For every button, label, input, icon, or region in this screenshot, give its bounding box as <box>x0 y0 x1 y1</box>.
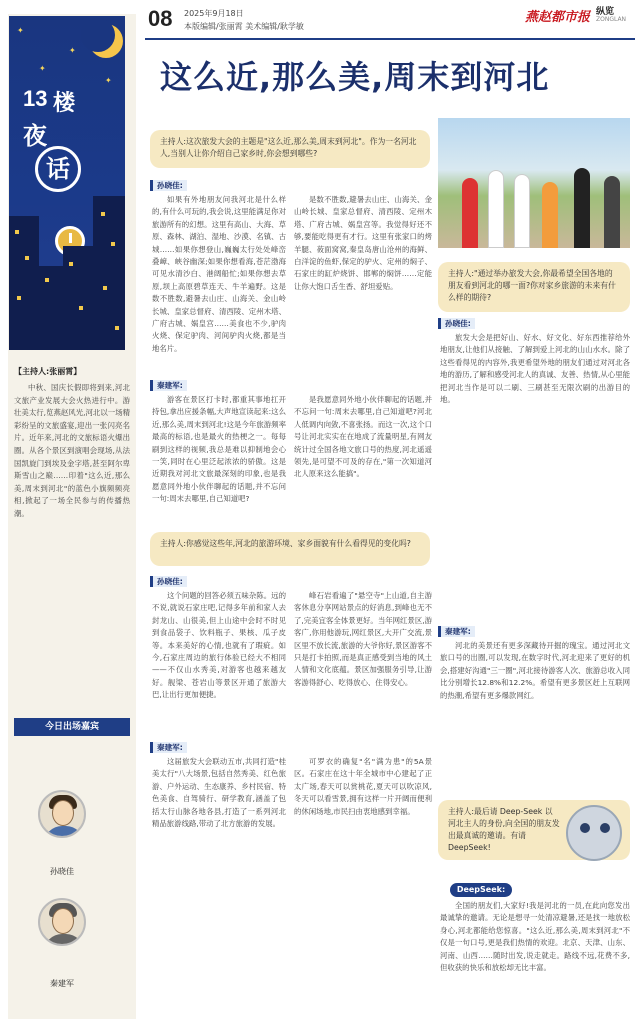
host-question-3: 主持人:你感觉这些年,河北的旅游环境、家乡面貌有什么看得见的变化吗? <box>150 532 430 566</box>
speaker-qin: 秦建军: <box>438 626 475 637</box>
window-light <box>69 262 73 266</box>
issue-date: 2025年9月18日 <box>184 9 244 18</box>
avatar <box>38 790 86 838</box>
answer-qin-3-col2: 可罗衣的确复"名"满为患"的5A景区。石家庄在这十年全城市中心建起了正太广场,春天可以赏桃花,夏天可以吹凉风,冬天可以看雪景,拥有这样一片开阔而便利的休闲场地,市民扫由衷地感到幸福。 <box>294 757 432 816</box>
host-heading: 【主持人:张丽霄】 <box>14 367 82 376</box>
editors-credit: 本版编辑/张丽霄 美术编辑/耿学敏 <box>184 22 304 31</box>
photo-figure <box>574 168 590 248</box>
window-light <box>101 212 105 216</box>
window-light <box>15 230 19 234</box>
window-light <box>103 286 107 290</box>
answer-sun-1: 如果有外地朋友问我河北是什么样的,有什么可玩的,我会说,这里能满足你对旅游所有的幻想。这里有高山、大海、草原、森林、湖泊、湿地、沙漠、名镇、古城……如果你想登山,巍巍太行处处峰峦叠嶂、峡谷幽深;如果你想看海,苍茫渤海可见水清沙白、港阔船忙;如果你想去草原,坝上高原碧草连天、牛羊遍野。这是数不胜数,避暑去山庄、山海关、金山岭长城、皇家总督府、清西陵、定州木塔、广府古城、娲皇宫……美食也不少,驴肉火烧、保定驴肉、河间驴肉火烧,都是当地名片。 <box>152 195 286 353</box>
photo-figure <box>514 174 530 248</box>
answer-sun-3: 这个问题的回答必须五味杂陈。远的不说,就说石家庄吧,记得多年前和家人去封龙山、山很美,但上山途中会时不时见到食品袋子、饮料瓶子、果核、瓜子皮等。本来美好的心情,也就有了瑕疵。如今,石家庄周边的旅行体验已经大不相同——不仅山水秀美,对游客也越来越友好。舰梁、苍岩山等景区开通了旅游大巴,让出行更加便捷。 <box>152 591 286 700</box>
robot-icon <box>566 805 622 861</box>
guest-name-1: 孙晓佳 <box>50 867 74 876</box>
answer-sun-2: 旅发大会是把好山、好水、好文化、好东西推荐给外地朋友,让他们从接触、了解到爱上河北的山山水水。除了这些看得见的内容外,我更希望外地的朋友们通过对河北各地的游历,了解和感受河北人的真诚、友善、热情,从心里能把河北当作是可以二刷、三刷甚至无限次刷的出游目的地。 <box>440 333 630 405</box>
star-icon: ✦ <box>105 76 112 85</box>
window-light <box>115 326 119 330</box>
banner-lou: 楼 <box>53 90 76 115</box>
photo-figure <box>604 176 620 248</box>
photo-figure <box>462 178 478 248</box>
building-silhouette <box>9 216 39 350</box>
window-light <box>17 296 21 300</box>
host-question-2: 主持人:"通过举办旅发大会,你最希望全国各地的朋友看到河北的哪一面?你对家乡旅游的未来有什么样的期待? <box>438 262 630 312</box>
building-silhouette <box>63 246 93 350</box>
answer-qin-1-col2: 是我愿意同外地小伙伴聊起的话题,并不忘问一句:周末去哪里,自己知道吧?河北人低调内向敛,不喜张扬。而这一次,这个口号让河北实实在在地成了流量明星,有网友统计过全国各地文旅口号的热度,河北遥遥领先,是可望不可及的存在,"第一次知道河北人原来这么能搞"。 <box>294 395 432 479</box>
building-silhouette <box>37 266 63 350</box>
answer-sun-3-col2: 峰石岩看遍了"悬空寺"上山道,自主游客休息分享网站景点的好消息,到峰也无不了,完美宜客全体景更好。当年网红景区,游客广,你用他游玩,网红景区,大开广交流,景区里不放长流,旅游的大爷你好,景区游客不只是打卡拍照,而是真正感受到当地的风土人情和文化底蕴。景区加强服务引导,让游客游得舒心、吃得放心、住得安心。 <box>294 591 432 687</box>
banner-13: 13 <box>23 86 48 111</box>
header-rule <box>145 38 635 40</box>
answer-sun-1-col2: 是数不胜数,避暑去山庄、山海关、金山岭长城、皇家总督府、清西陵、定州木塔、广府古城、娲皇宫等。我觉得好还不够,要能吃得更有才行。这里有张家口的烤羊腿、莜面窝窝,秦皇岛唐山沧州的海鲜、白洋淀的鱼虾,保定的驴火、定州的焖子、石家庄的缸炉烧饼、邯郸的焖饼……定能让你大饱口舌生香、舒坦爱贴。 <box>294 195 432 291</box>
moon-icon <box>89 24 123 58</box>
page-number: 08 <box>148 6 173 31</box>
host-question-1: 主持人:这次旅发大会的主题是"这么近,那么美,周末到河北"。作为一名河北人,当别人让你介绍自己家乡时,你会想到哪些? <box>150 130 430 168</box>
guests-heading: 今日出场嘉宾 <box>14 718 130 736</box>
window-light <box>45 278 49 282</box>
window-light <box>25 256 29 260</box>
answer-qin-3: 这届旅发大会联动五市,共同打造"桂美太行"八大场景,包括自然秀美、红色旅游、户外运动、生态康养、乡村民宿、特色美食、自驾骑行、研学教育,涵盖了包括太行山脉各地各县,打造了一系列河北精品旅游线路,带动了北方旅游的发展。 <box>152 757 286 829</box>
speaker-qin: 秦建军: <box>150 380 187 391</box>
photo-figure <box>542 182 558 248</box>
window-light <box>111 242 115 246</box>
answer-deepseek: 全国的朋友们,大家好!我是河北的一员,在此向您发出最诚挚的邀请。无论是想寻一处清凉避暑,还是找一地放松身心,河北都能给您惊喜。"这么近,那么美,周末到河北"不仅是一句口号,更是我们热情的欢迎。北京、天津、山东、河南、山西……随时出发,说走就走。路线不远,花费不多,但收获的快乐和放松却无比丰富。 <box>440 901 630 973</box>
answer-qin-1: 游客在景区打卡时,都重其事地扛开持包,拿出应援条幅,大声地宣读起来:这么近,那么美,周末到河北!这是今年旅游频率最高的标语,也是最火的热梗之一。每每刷到这样的视频,我总是难以抑制地会心一笑,同时在心里泛起浓浓的骄傲。这是近期我对河北文旅最深刻的印象,也是我愿意同外地小伙伴聊起的话题,并不忘问一句:周末去哪里,自己知道吧? <box>152 395 286 504</box>
star-icon: ✦ <box>69 46 76 55</box>
avatar <box>38 898 86 946</box>
window-light <box>79 306 83 310</box>
article-title: 这么近,那么美,周末到河北 <box>160 58 550 96</box>
banner-ye: 夜 <box>23 121 47 150</box>
host-question-4: 主持人:最后请 Deep-Seek 以河北主人的身份,向全国的朋友发出最真诚的邀请。有请 DeepSeek! <box>438 800 630 860</box>
speaker-sun: 孙晓佳: <box>150 576 187 587</box>
answer-qin-2: 河北的美景还有更多深藏待开掘的瑰宝。通过河北文旅口号的出圈,可以发现,在数字时代,河北迎来了更好的机会,搭建好沟通"三一圈",河北接待游客人次、旅游总收入同比分别增长12.8%和12.2%。希望有更多景区赶上互联网的热潮,希望有更多爆款网红。 <box>440 641 630 700</box>
speaker-sun: 孙晓佳: <box>150 180 187 191</box>
photo-figure <box>488 170 504 248</box>
newspaper-logo: 燕赵都市报 <box>525 10 591 25</box>
zonglan-logo: 纵览 <box>596 7 615 17</box>
speaker-sun: 孙晓佳: <box>438 318 475 329</box>
speaker-deepseek: DeepSeek: <box>450 883 512 897</box>
building-silhouette <box>93 196 125 350</box>
star-icon: ✦ <box>39 64 46 73</box>
column-banner <box>9 16 125 350</box>
guest-name-2: 秦建军 <box>50 979 74 988</box>
speaker-qin: 秦建军: <box>150 742 187 753</box>
tourists-photo <box>438 118 630 248</box>
banner-hua: 话 <box>35 146 81 192</box>
host-intro: 中秋、国庆长假即将到来,河北文旅产业发展大会火热进行中。游壮美太行,览燕赵风光,河北以一场精彩纷呈的文旅盛宴,迎出一张闪亮名片。近年来,河北的文旅标语火爆出圈。从各个景区到演唱会现场,从法国凯旋门到埃及金字塔,甚至阿尔卑斯雪山之巅……印着"这么近,那么美,周末到河北"的蓝色小旗频频亮相,掀起了一场全民参与的传播热潮。 <box>14 383 130 518</box>
star-icon: ✦ <box>17 26 24 35</box>
zonglan-sub: ZONGLAN <box>596 16 627 23</box>
